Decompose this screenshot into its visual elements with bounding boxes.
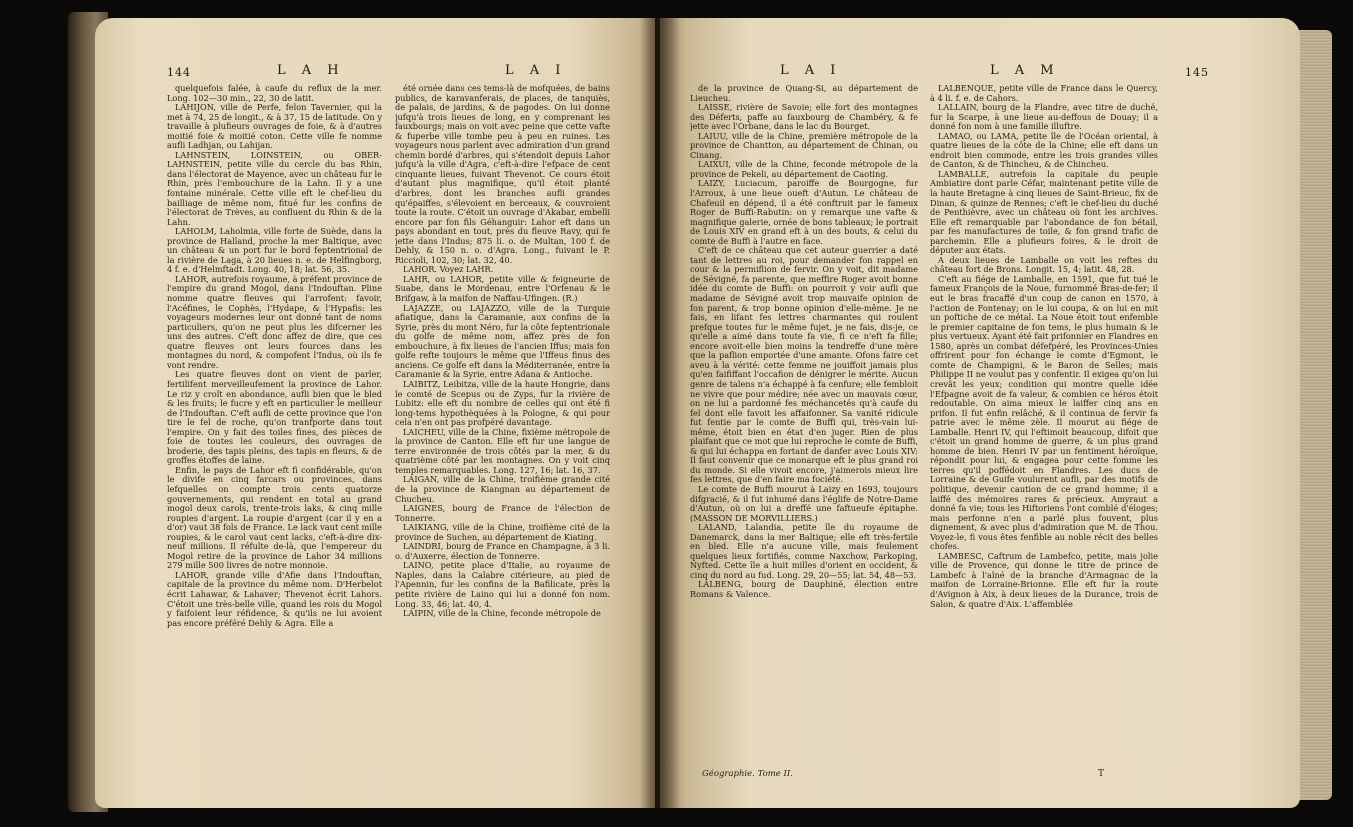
entry-paragraph: quelquefois falée, à caufe du reflux de la mer. Long. 102—30 min., 22, 30 de latit. (167, 84, 382, 103)
right-page (660, 18, 1300, 808)
running-head-left-col1: L A H (277, 63, 345, 78)
entry-paragraph: LALBENQUE, petite ville de France dans le Quercy, à 4 li. f. e. de Cahors. (930, 84, 1158, 103)
entry-paragraph: LALLAIN, bourg de la Flandre, avec titre de duché, fur la Scarpe, à une lieue au-deffous de Douay; il a donné fon nom à une famille illuftre. (930, 102, 1158, 132)
running-head-left-col2: L A I (505, 63, 567, 78)
entry-paragraph: LAINO, petite place d'Italie, au royaume de Naples, dans la Calabre citérieure, au pied de l'Apennin, fur les confins de la Bafilicate, près la petite rivière de Laino qui lui a donné fon nom. Long. 33, 46; lat. 40, 4. (395, 560, 610, 609)
entry-paragraph: LAJAZZE, ou LAJAZZO, ville de la Turquie afiatique, dans la Caramanie, aux confins de la Syrie, près du mont Néro, fur la côte feptentrionale du golfe de même nom, affez près de fon embouchure, à fix lieues de l'ancien Iffus; mais fon golfe refte toujours le même que l'Iffeus finus des anciens. Ce golfe eft dans la Méditerranée, entre la Caramanie & la Syrie, entre Adana & Antioche. (395, 302, 610, 380)
left-page-column-2 (395, 84, 610, 784)
entry-paragraph: LAINDRI, bourg de France en Champagne, à 3 li. o. d'Auxerre, élection de Tonnerre. (395, 541, 610, 561)
entry-paragraph: LAHOR, autrefois royaume, à préfent province de l'empire du grand Mogol, dans l'Indouftan. Pline nomme quatre fleuves qui l'arrofent: favoir, l'Acéfines, le Cophès, l'Hydape, & l'Hypafis: les voyageurs modernes leur ont donné tant de noms particuliers, qu'on ne peut plus les difcerner les uns des autres. C'eft donc affez de dire, que ces quatre fleuves ont leurs fources dans les montagnes du nord, & compofent l'Indus, où ils fe vont rendre. (167, 273, 382, 370)
left-page-column-1 (167, 84, 382, 784)
entry-paragraph: LAISSE, rivière de Savoie; elle fort des montagnes des Déferts, paffe au fauxbourg de Chambéry, & fe jette avec l'Orbane, dans le lac du Bourget. (690, 102, 918, 132)
footer-signature-letter: T (1098, 769, 1105, 779)
right-page-column-2 (930, 84, 1158, 784)
running-head-right-col1: L A I (780, 63, 842, 78)
entry-paragraph: LAIBITZ, Leibitza, ville de la haute Hongrie, dans le comté de Scepus ou de Zyps, fur la rivière de Lubitz: elle eft du nombre de celles qui ont été fi long-tems hypothèquées à la Pologne, & qui pour cela n'en ont pas profpéré davantage. (395, 378, 610, 428)
page-number-right: 145 (1185, 66, 1209, 79)
entry-paragraph: été ornée dans ces tems-là de mofquées, de bains publics, de karavanferais, de places, de tanquiès, de palais, de jardins, & de pagodes. On lui donne jufqu'à trois lieues de long, en y comprenant les fauxbourgs; mais on voit avec peine que cette vafte & fuperbe ville tombe peu à peu en ruines. Les voyageurs nous parlent avec admiration d'un grand chemin bordé d'arbres, qui s'étendoit depuis Lahor jufqu'à la ville d'Agra, c'eft-à-dire l'efpace de cent cinquante lieues, fuivant Thevenot. Ce cours étoit d'autant plus magnifique, qu'il étoit planté d'arbres, dont les branches aufli grandes qu'épaiffes, s'élevoient en berceaux, & couvroient toute la route. C'étoit un ouvrage d'Akabar, embelli encore par fon fils Géhanguir: Lahor eft dans un pays abondant en tout, près du fleuve Ravy, qui fe jette dans l'Indus; 875 li. o. de Multan, 100 f. de Dehly, & 150 n. o. d'Agra. Long., fuivant le P. Riccioli, 102, 30; lat. 32, 40. (395, 84, 610, 265)
entry-paragraph: LAIKIANG, ville de la Chine, troifième cité de la province de Suchen, au département de Kiating. (395, 522, 610, 542)
entry-paragraph: LAIGNES, bourg de France de l'élection de Tonnerre. (395, 503, 610, 523)
running-head-right-col2: L A M (990, 63, 1060, 78)
entry-paragraph: LAIGAN, ville de la Chine, troifième grande cité de la province de Kiangnan au département de Chucheu. (395, 474, 610, 504)
entry-paragraph: C'eft au fiége de Lamballe, en 1591, que fut tué le fameux François de la Noue, furnommé Bras-de-fer; il eut le bras fracaffé d'un coup de canon en 1570, à l'action de Fontenay; on le lui coupa, & on lui en mit un poftiche de ce métal. La Noue étoit tout enfemble le premier capitaine de fon tems, le plus humain & le plus vertueux. Ayant été fait prifonnier en Flandres en 1580, après un combat défefpéré, les Provinces-Unies offrirent pour fon échange le comte d'Egmont, le comte de Champigni, & le Baron de Selles; mais Philippe II ne voulut pas y confentir. Il exigea qu'on lui crevât les yeux; condition qui montre quelle idée l'Efpagne avoit de fa valeur, & combien ce héros étoit redoutable. On aima mieux le laiffer cinq ans en prifon. Il fut enfin relâché, & il continua de fervir fa patrie avec le même zèle. Il mourut au fiége de Lamballe. Henri IV, qui l'eftimoit beaucoup, difoit que c'étoit un grand homme de guerre, & un plus grand homme de bien. Henri IV par un fentiment héroïque, répondit pour lui, & engagea pour cette fomme les terres qu'il poffédoit en Flandres. Les ducs de Lorraine & de Guife voulurent aufli, par des motifs de politique, devenir caution de ce grand homme; il a laiffé des mémoires rares & précieux. Amyraut a donné fa vie; tous les Hiftoriens l'ont comblé d'éloges; mais perfonne n'en a parlé plus fouvent, plus dignement, & avec plus d'admiration que M. de Thou. Voyez-le, fi vous êtes fenfible au noble récit des belles chofes. (930, 273, 1158, 552)
entry-paragraph: LAHOLM, Laholmia, ville forte de Suède, dans la province de Halland, proche la mer Baltique, avec un château & un port fur le bord feptentrional de la rivière de Laga, à 20 lieues n. e. de Helfingborg, 4 f. e. d'Helmftadt. Long. 40, 18; lat. 56, 35. (167, 226, 382, 275)
right-page-column-1 (690, 84, 918, 784)
entry-paragraph: LAMBALLE, autrefois la capitale du peuple Ambiatire dont parle Céfar, maintenant petite ville de la haute Bretagne à cinq lieues de Saint-Brieuc, fix de Dinan, & quinze de Rennes; c'eft le chef-lieu du duché de Penthièvre, avec un château où font les archives. Elle eft remarquable par l'abondance de fon bétail, par fes manufactures de toile, & fon grand trafic de parchemin. Elle a plufieurs foires, & le droit de députer aux états. (930, 168, 1158, 256)
entry-paragraph: LAIZY, Luciacum, paroiffe de Bourgogne, fur l'Arroux, à une lieue oueft d'Autun. Le château de Chafeuil en dépend, il a été conftruit par le fameux Roger de Buffi-Rabutin: on y remarque une vafte & magnifique galerie, ornée de bons tableaux; le portrait de Louis XIV en grand eft à un des bouts, & celui du comte de Buffi à l'autre en face. (690, 178, 918, 246)
left-page (95, 18, 655, 808)
entry-paragraph: LALBENG, bourg de Dauphiné, élection entre Romans & Valence. (690, 579, 918, 599)
entry-paragraph: Les quatre fleuves dont on vient de parler, fertilifent merveilleufement la province de Lahor. Le riz y croît en abondance, aufli bien que le bled & les fruits; le fucre y eft en particulier le meilleur de l'Indouftan. C'eft aufli de cette province que l'on tire le fel de roche, qu'on tranfporte dans tout l'empire. On y fait des toiles fines, des pièces de foie de toutes les couleurs, des ouvrages de broderie, des tapis pleins, des tapis en fleurs, & de groffes étoffes de laine. (167, 369, 382, 466)
entry-paragraph: LALAND, Lalandia, petite île du royaume de Danemarck, dans la mer Baltique; elle eft très-fertile en bled. Elle n'a aucune ville, mais feulement quelques lieux fortifiés, comme Naxchow, Parkoping, Nyfted. Cette île a huit milles d'orient en occident, & cinq du nord au fud. Long. 29, 20—55; lat. 54, 48—53. (690, 522, 918, 580)
entry-paragraph: Enfin, le pays de Lahor eft fi confidérable, qu'on le divife en cinq farcars ou provinces, dans lefquelles on compte trois cents quatorze gouvernements, qui rendent en total au grand mogol deux carols, trente-trois laks, & cinq mille roupies d'argent. La roupie d'argent (car il y en a d'or) vaut 38 fols de France. Le lack vaut cent mille roupies, & le carol vaut cent lacks, c'eft-à-dire dix-neuf millions. Il réfulte de-là, que l'empereur du Mogol retire de la province de Lahor 34 millions 279 mille 500 livres de notre monnoie. (167, 464, 382, 571)
entry-paragraph: LAHOR. Voyez LAHR. (403, 264, 494, 275)
entry-paragraph: LAHNSTEIN, LOINSTEIN, ou OBER-LAHNSTEIN, petite ville du cercle du bas Rhin, dans l'électorat de Mayence, avec un château fur le Rhin, près l'embouchure de la Lahn. Il y a une fontaine minérale. Cette ville eft le chef-lieu du bailliage de même nom, fitué fur les confins de l'électorat de Trèves, au confluent du Rhin & de la Lahn. (167, 149, 382, 227)
entry-paragraph: A deux lieues de Lamballe on voit les reftes du château fort de Brons. Longit. 15, 4; latit. 48, 28. (930, 254, 1158, 275)
entry-paragraph: LAIPIN, ville de la Chine, feconde métropole de (403, 608, 601, 619)
entry-paragraph: LAIXUI, ville de la Chine, feconde métropole de la province de Pekeli, au département de Caoting. (690, 159, 918, 179)
page-number-left: 144 (167, 66, 191, 79)
entry-paragraph: C'eft de ce château que cet auteur guerrier a daté tant de lettres au roi, pour demander fon rappel en cour & la permiflion de fervir. On y voit, dit madame de Sévigné, fa parente, que meffire Roger avoit bonne idée du comte de Buffi: on pourroit y voir aufli que madame de Sévigné avoit trop mauvaife opinion de fon parent, & trop bonne opinion d'elle-même. Je ne fais, en lifant fes lettres charmantes qui roulent prefque toutes fur le même fujet, je ne fais, dis-je, ce qu'elle a aimé dans toute fa vie, fi ce n'eft fa fille; encore avoit-elle bien moins la tendreffe d'une mère que la paflion emportée d'une amante. Ofons faire cet aveu à la vérité: cette femme ne jouiffoit jamais plus qu'en faififfant l'occafion de dénigrer le mérite. Aucun genre de talens n'a échappé à fa cenfure; elle fembloit ne vivre que pour médire; née avec un mauvais cœur, on ne lui a pardonné fes méchancetés qu'à caufe du fel dont elle favoit les affaifonner. Sa vanité ridicule fut fentie par le comte de Buffi qui, très-vain lui-même, étoit bien en état d'en juger. Rien de plus plaifant que ce mot que lui reproche le comte de Buffi, & qui lui échappa en fortant de danfer avec Louis XIV: Il faut convenir que ce monarque eft le plus grand roi du monde. Si elle vivoit encore, j'aimerois mieux lire fes lettres, que d'en faire ma fociété. (690, 245, 918, 485)
entry-paragraph: LAMBESC, Caftrum de Lambefco, petite, mais jolie ville de Provence, qui donne le titre de prince de Lambefc à l'aîné de la branche d'Armagnac de la maifon de Lorraine-Brionne. Elle eft fur la route d'Avignon à Aix, à deux lieues de la Durance, trois de Salon, & quatre d'Aix. L'affemblée (930, 550, 1158, 609)
book-gutter (640, 18, 680, 808)
entry-paragraph: LAICHEU, ville de la Chine, fixième métropole de la province de Canton. Elle eft fur une langue de terre environnée de trois côtés par la mer, & du quatrième côté par les montagnes. On y voit cinq temples remarquables. Long. 127, 16; lat. 16, 37. (395, 426, 610, 475)
entry-paragraph: de la province de Quang-Si, au département de Lieucheu. (690, 84, 918, 103)
entry-paragraph: LAHOR, grande ville d'Afie dans l'Indouftan, capitale de la province du même nom. D'Herbelot écrit Lahawar, & Lahaver; Thevenot écrit Lahors. C'étoit une très-belle ville, quand les rois du Mogol y faifoient leur réfidence, & qu'ils ne lui avoient pas encore préféré Dehly & Agra. Elle a (167, 569, 382, 628)
entry-paragraph: Le comte de Buffi mourut à Laizy en 1693, toujours difgracié, & il fut inhumé dans l'églife de Notre-Dame d'Autun, où on lui a dreffé une faftueufe épitaphe. (MASSON DE MORVILLIERS.) (690, 483, 918, 523)
entry-paragraph: LAHIJON, ville de Perfe, felon Tavernier, qui la met à 74, 25 de longit., & à 37, 15 de latitude. On y travaille à plufieurs ouvrages de foie, & à d'autres moitié foie & moitié coton. Cette ville fe nomme aufli Ladhjan, ou Lahijan. (167, 102, 382, 151)
entry-paragraph: LAMAO, ou LAMA, petite île de l'Océan oriental, à quatre lieues de la côte de la Chine; elle eft dans un endroit bien commode, entre les trois grandes villes de Canton, & de Thincheu, & de Chincheu. (930, 130, 1158, 170)
entry-paragraph: LAIUU, ville de la Chine, première métropole de la province de Chantton, au département de Chinan, ou Cinang. (690, 130, 918, 160)
entry-paragraph: LAHR, ou LAHOR, petite ville & feigneurie de Suabe, dans le Mordenau, entre l'Orfenau & le Brifgaw, à la maifon de Naffau-Ufingen. (R.) (395, 273, 610, 304)
footer-signature: Géographie. Tome II. (702, 769, 793, 779)
